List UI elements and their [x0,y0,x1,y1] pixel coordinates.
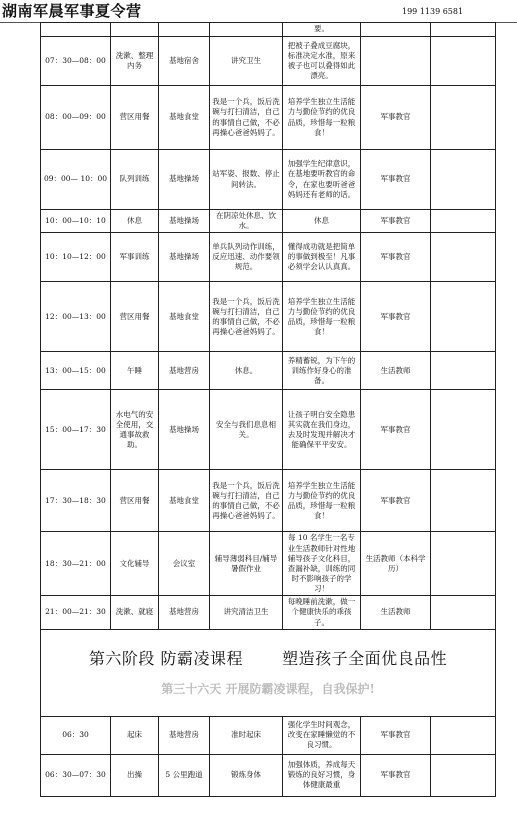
table-row [41,282,496,352]
item-cell: 休息 [111,210,159,233]
teacher-cell: 生活教师（本科学历） [361,532,431,596]
table-row [41,352,496,390]
time-cell: 17：30—18：30 [41,470,111,532]
table-row [41,23,496,37]
teacher-cell: 军事教官 [361,754,431,796]
blank-cell [431,532,496,596]
content-cell: 我是一个兵，饭后洗碗与打扫清洁，自己的事情自己做，不必再操心爸爸妈妈了。 [210,86,283,150]
phone-number: 199 1139 6581 [402,7,464,16]
teacher-cell: 军事教官 [361,470,431,532]
blank-cell [431,37,496,86]
table-row [41,596,496,629]
time-cell: 06：30—07：30 [41,754,111,796]
content-cell: 单兵队列动作训练，反应迅速、动作要领规范。 [210,233,283,282]
stage-name: 第六阶段 防霸凌课程 [88,648,243,668]
table-row [41,716,496,754]
table-row [41,532,496,596]
table-row [41,754,496,796]
place-cell: 基地操场 [159,233,210,282]
requirement-cell: 加强学生纪律意识，在基地要听教官的命令，在家也要听爸爸妈妈还有老师的话。 [283,150,361,210]
teacher-cell: 军事教官 [361,282,431,352]
teacher-cell [361,23,431,37]
stage-slogan: 塑造孩子全面优良品性 [282,648,448,668]
content-cell: 站军姿、报数、停止间转法。 [210,150,283,210]
table-row [41,86,496,150]
content-cell: 我是一个兵，饭后洗碗与打扫清洁，自己的事情自己做，不必再操心爸爸妈妈了。 [210,470,283,532]
blank-cell [431,390,496,470]
item-cell: 营区用餐 [111,86,159,150]
table-row [41,210,496,233]
brand-title: 湖南军晨军事夏令营 [2,2,142,20]
teacher-cell [361,37,431,86]
time-cell: 10：00—10：10 [41,210,111,233]
stage-banner-row [41,629,496,716]
table-row [41,470,496,532]
time-cell: 13：00—15：00 [41,352,111,390]
time-cell: 15：00—17：30 [41,390,111,470]
requirement-cell: 强化学生时间观念，改变在家睡懒觉的不良习惯。 [283,716,361,754]
teacher-cell: 军事教官 [361,150,431,210]
place-cell: 基地操场 [159,390,210,470]
item-cell: 洗漱、就寝 [111,596,159,629]
requirement-cell: 培养学生独立生活能力与勤俭节约的优良品质，珍惜每一粒粮食！ [283,86,361,150]
blank-cell [431,282,496,352]
content-cell [210,23,283,37]
blank-cell [431,352,496,390]
time-cell: 09：00— 10：00 [41,150,111,210]
time-cell: 06：30 [41,716,111,754]
place-cell: 基地食堂 [159,470,210,532]
teacher-cell: 军事教官 [361,210,431,233]
blank-cell [431,23,496,37]
place-cell [159,23,210,37]
place-cell: 基地操场 [159,210,210,233]
table-row [41,37,496,86]
blank-cell [431,210,496,233]
table-row [41,150,496,210]
content-cell: 安全与我们息息相关。 [210,390,283,470]
content-cell: 讲究清洁卫生 [210,596,283,629]
item-cell: 营区用餐 [111,282,159,352]
item-cell: 水电气的安全使用，交通事故救助。 [111,390,159,470]
content-cell: 讲究卫生 [210,37,283,86]
item-cell: 洗漱、整理内务 [111,37,159,86]
teacher-cell: 军事教官 [361,390,431,470]
blank-cell [431,754,496,796]
requirement-cell: 培养学生独立生活能力与勤俭节约的优良品质，珍惜每一粒粮食！ [283,282,361,352]
blank-cell [431,150,496,210]
time-cell: 10：10—12：00 [41,233,111,282]
requirement-cell: 每 10 名学生一名专业生活教师针对性地辅导孩子文化科目，查漏补缺，训练的同时不影响孩子的学习！ [283,532,361,596]
place-cell: 基地宿舍 [159,37,210,86]
requirement-cell: 懂得成功就是把简单的事做到极至！凡事必须学会认认真真。 [283,233,361,282]
item-cell: 出操 [111,754,159,796]
item-cell: 起床 [111,716,159,754]
item-cell: 营区用餐 [111,470,159,532]
requirement-cell: 加强体质，养成每天锻炼的良好习惯，身体健康最重 [283,754,361,796]
time-cell: 07：30—08：00 [41,37,111,86]
time-cell: 21：00—21：30 [41,596,111,629]
blank-cell [431,86,496,150]
item-cell: 队列训练 [111,150,159,210]
teacher-cell: 军事教官 [361,716,431,754]
blank-cell [431,716,496,754]
teacher-cell: 军事教官 [361,86,431,150]
content-cell: 辅导薄弱科目/辅导暑假作业 [210,532,283,596]
blank-cell [431,470,496,532]
teacher-cell: 生活教师 [361,352,431,390]
place-cell: 基地营房 [159,716,210,754]
blank-cell [431,596,496,629]
table-row [41,233,496,282]
requirement-cell: 把被子叠成豆腐块，标准决定水准，原来被子也可以叠得如此漂亮。 [283,37,361,86]
requirement-cell: 让孩子明白安全隐患其实就在我们身边，去及时发现并解决才能确保平平安安。 [283,390,361,470]
item-cell: 军事训练 [111,233,159,282]
item-cell: 午睡 [111,352,159,390]
teacher-cell: 军事教官 [361,233,431,282]
place-cell: 基地营房 [159,596,210,629]
item-cell [111,23,159,37]
content-cell: 我是一个兵，饭后洗碗与打扫清洁，自己的事情自己做，不必再操心爸爸妈妈了。 [210,282,283,352]
content-cell: 锻炼身体 [210,754,283,796]
content-cell: 在阴凉处休息、饮水。 [210,210,283,233]
place-cell: 5 公里跑道 [159,754,210,796]
place-cell: 基地食堂 [159,282,210,352]
schedule-table [40,22,496,797]
stage-title [43,648,493,670]
time-cell [41,23,111,37]
requirement-cell: 要。 [283,23,361,37]
page-header [0,0,517,23]
place-cell: 基地食堂 [159,86,210,150]
item-cell: 文化辅导 [111,532,159,596]
time-cell: 18：30—21：00 [41,532,111,596]
place-cell: 基地营房 [159,352,210,390]
place-cell: 基地操场 [159,150,210,210]
time-cell: 08：00—09：00 [41,86,111,150]
content-cell: 休息。 [210,352,283,390]
day-subtitle: 第三十六天 开展防霸凌课程，自我保护! [161,682,375,697]
requirement-cell: 休息 [283,210,361,233]
table-row [41,390,496,470]
place-cell: 会议室 [159,532,210,596]
schedule-body [41,23,496,797]
content-cell: 准时起床 [210,716,283,754]
requirement-cell: 培养学生独立生活能力与勤俭节约的优良品质，珍惜每一粒粮食！ [283,470,361,532]
requirement-cell: 养精蓄锐，为下午的训练作好身心的准备。 [283,352,361,390]
time-cell: 12：00—13：00 [41,282,111,352]
stage-banner [41,629,496,716]
teacher-cell: 生活教师 [361,596,431,629]
blank-cell [431,233,496,282]
requirement-cell: 每晚睡前洗漱，做一个健康快乐的乖孩子。 [283,596,361,629]
